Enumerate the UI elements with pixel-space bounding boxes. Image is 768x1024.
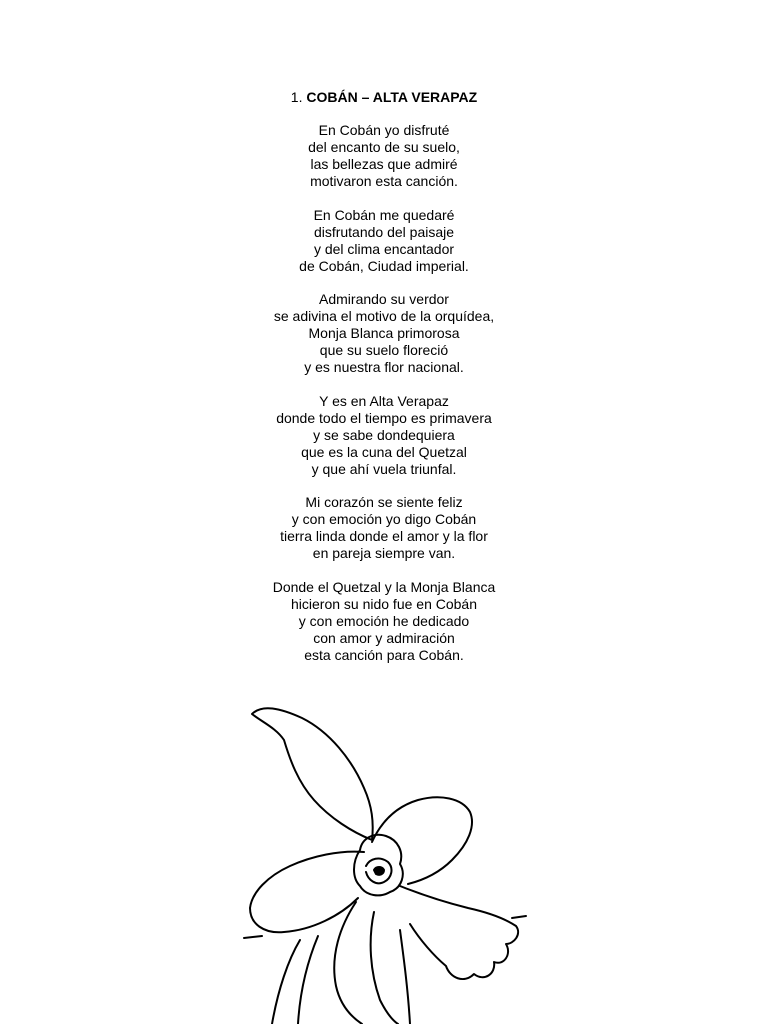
poem-line: En Cobán me quedaré xyxy=(313,206,455,223)
poem-line: Donde el Quetzal y la Monja Blanca xyxy=(272,578,496,595)
orchid-top-sepal xyxy=(252,708,373,840)
poem-line: Mi corazón se siente feliz xyxy=(305,494,463,510)
stanza xyxy=(0,579,768,664)
poem-line: que su suelo floreció xyxy=(319,342,449,358)
poem-line: Admirando su verdor xyxy=(319,291,449,307)
poem-line: las bellezas que admiré xyxy=(310,156,458,172)
poem-line: disfrutando del paisaje xyxy=(313,223,455,240)
stanza xyxy=(0,291,768,376)
poem-line: Y es en Alta Verapaz xyxy=(319,392,449,409)
poem-line: y con emoción he dedicado xyxy=(298,612,470,629)
poem-line: se adivina el motivo de la orquídea, xyxy=(273,308,495,324)
orchid-left-petal xyxy=(250,852,364,933)
poem-line: y es nuestra flor nacional. xyxy=(304,359,464,375)
poem-line: en pareja siempre van. xyxy=(312,545,456,561)
poem-body xyxy=(0,122,768,680)
poem-line: esta canción para Cobán. xyxy=(304,646,464,663)
poem-line: de Cobán, Ciudad imperial. xyxy=(299,257,469,274)
song-heading: COBÁN – ALTA VERAPAZ xyxy=(306,89,478,105)
orchid-lower-left-sepal xyxy=(334,902,362,1024)
poem-line: motivaron esta canción. xyxy=(310,173,458,189)
poem-line: tierra linda donde el amor y la flor xyxy=(280,528,488,544)
poem-line: hicieron su nido fue en Cobán xyxy=(290,595,478,612)
poem-line: Monja Blanca primorosa xyxy=(308,325,460,341)
orchid-illustration xyxy=(236,700,532,1024)
stanza xyxy=(0,494,768,562)
poem-line: En Cobán yo disfruté xyxy=(318,122,450,138)
stanza xyxy=(0,122,768,190)
poem-line: y con emoción yo digo Cobán xyxy=(291,511,477,527)
song-title xyxy=(0,88,768,106)
poem-line: y que ahí vuela triunfal. xyxy=(311,460,457,477)
stanza xyxy=(0,207,768,275)
poem-line: que es la cuna del Quetzal xyxy=(301,443,467,460)
poem-line: donde todo el tiempo es primavera xyxy=(276,409,492,426)
orchid-lower-right-petal xyxy=(400,886,518,979)
poem-line: y del clima encantador xyxy=(313,240,455,257)
song-number: 1. xyxy=(290,89,303,105)
poem-line: y se sabe dondequiera xyxy=(313,426,455,443)
poem-line: del encanto de su suelo, xyxy=(308,139,460,155)
orchid-column xyxy=(354,835,403,896)
poem-line: con amor y admiración xyxy=(313,629,455,646)
stanza xyxy=(0,393,768,478)
orchid-right-petal xyxy=(372,797,472,884)
